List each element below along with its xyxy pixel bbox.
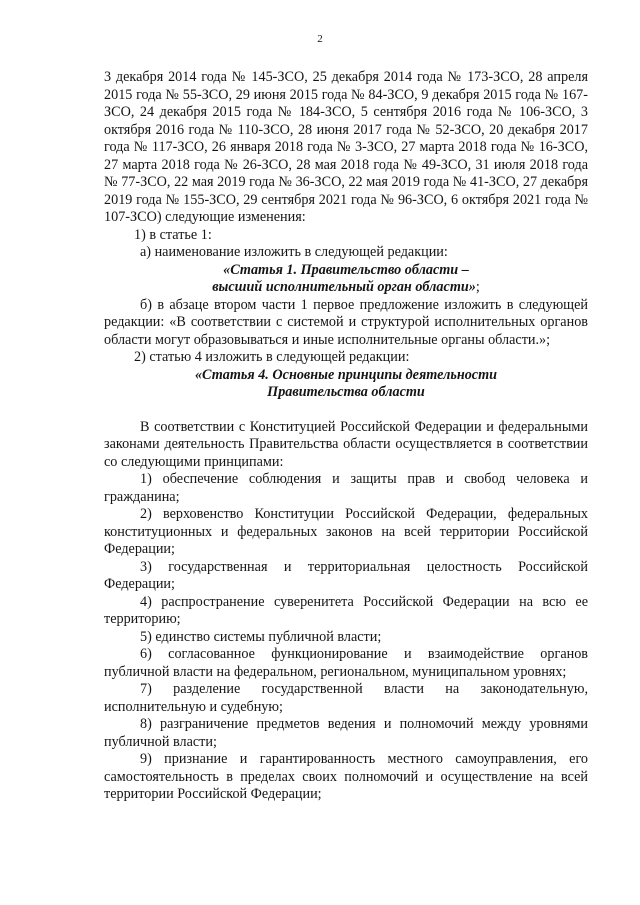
article-1-heading-line-2-text: высший исполнительный орган области» [212, 279, 476, 295]
principle-item: 7) разделение государственной власти на законодательную, исполнительную и судебную; [104, 681, 588, 715]
blank-line [104, 402, 588, 419]
principle-item: 3) государственная и территориальная целостность Российской Федерации; [104, 558, 588, 592]
principle-item: 5) единство системы публичной власти; [140, 628, 382, 645]
amended-laws-list: 3 декабря 2014 года № 145-ЗСО, 25 декабря 2014 года № 173-ЗСО, 28 апреля 2015 года № 55-ЗСО, 29 июня 2015 года № 84-ЗСО, 9 декабря 2015 года № 167-ЗСО, 24 декабря 2015 года № 184-ЗСО, 5 сентября 2016 года № 106-ЗСО, 3 октября 2016 года № 110-ЗСО, 28 июня 2017 года № 52-ЗСО, 20 декабря 2017 года № 117-ЗСО, 26 января 2018 года № 3-ЗСО, 27 марта 2018 года № 16-ЗСО, 27 марта 2018 года № 26-ЗСО, 28 мая 2018 года № 49-ЗСО, 31 июля 2018 года № 77-ЗСО, 22 мая 2019 года № 36-ЗСО, 22 мая 2019 года № 41-ЗСО, 27 декабря 2019 года № 155-ЗСО, 29 сентября 2021 года № 96-ЗСО, 6 октября 2021 года № 107-ЗСО) следующие изменения: [104, 69, 588, 225]
article-4-heading-line-2: Правительства области [267, 384, 425, 400]
article-4-intro: В соответствии с Конституцией Российской Федерации и федеральными законами деятельность Правительства области осуществляется в соответствии со следующими принципами: [104, 418, 588, 470]
principle-item: 4) распространение суверенитета Российской Федерации на всю ее территорию; [104, 593, 588, 627]
article-1-heading-line-2 [104, 279, 588, 297]
principle-item: 9) признание и гарантированность местного самоуправления, его самостоятельность в пределах своих полномочий и осуществление на всей территории Российской Федерации; [104, 751, 588, 802]
principle-item: 8) разграничение предметов ведения и полномочий между уровнями публичной власти; [104, 716, 588, 750]
article-4-heading-line-1: «Статья 4. Основные принципы деятельности [194, 366, 498, 383]
article-1-heading-line-1: «Статья 1. Правительство области – [223, 261, 469, 278]
principle-item: 1) обеспечение соблюдения и защиты прав и свобод человека и гражданина; [104, 471, 588, 505]
article-1-heading-punct: ; [475, 279, 480, 295]
item-2: 2) статью 4 изложить в следующей редакции: [134, 349, 410, 365]
principle-item: 2) верховенство Конституции Российской Федерации, федеральных конституционных и федеральных законов на всей территории Российской Федерации; [104, 506, 588, 557]
document-body [104, 69, 588, 804]
item-1: 1) в статье 1: [134, 226, 212, 243]
item-1b: б) в абзаце втором части 1 первое предложение изложить в следующей редакции: «В соответствии с системой и структурой исполнительных органов области могут образовываться и иные исполнительные органы области.»; [104, 296, 588, 348]
page-number: 2 [317, 33, 323, 45]
principle-item: 6) согласованное функционирование и взаимодействие органов публичной власти на федеральном, региональном, муниципальном уровнях; [104, 646, 588, 680]
item-1a: а) наименование изложить в следующей редакции: [140, 244, 448, 260]
